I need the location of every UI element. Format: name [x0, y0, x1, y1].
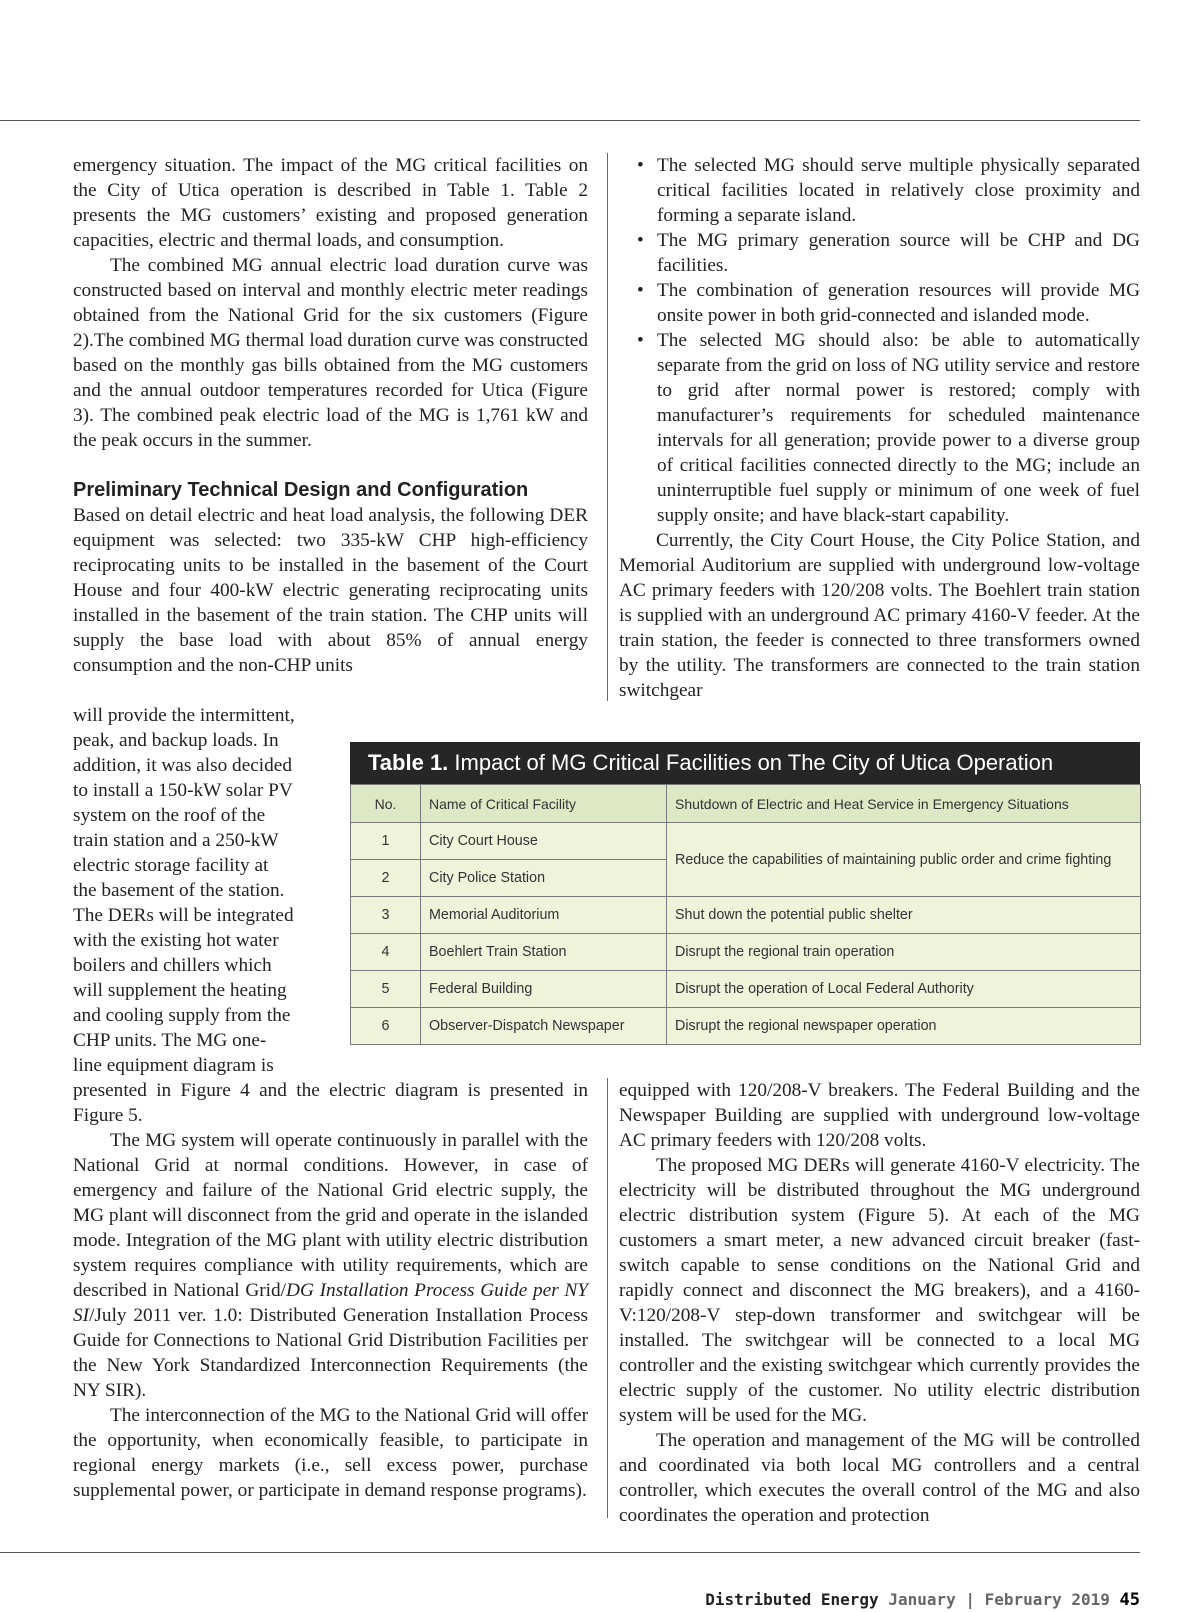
column-divider	[607, 153, 608, 701]
paragraph: Based on detail electric and heat load analysis, the following DER equipment was selected: two 335-kW CHP high-efficiency reciprocating units to be installed in the basement of the Court House and four 400-kW electric generating reciprocating units installed in the basement of the train station. The CHP units will supply the base load with about 85% of annual energy consumption and the non-CHP units	[73, 505, 588, 676]
text-line: with the existing hot water	[73, 930, 279, 951]
cell-facility: Observer-Dispatch Newspaper	[421, 1008, 667, 1045]
list-item: • The selected MG should also: be able to automatically separate from the grid on loss of NG utility service and restore to grid after normal power is restored; comply with manufacturer’s requirements for scheduled maintenance intervals for all generation; provide power to a diverse group of critical facilities connected directly to the MG; include an uninterruptible fuel supply or minimum of one week of fuel supply onsite; and have black-start capability.	[657, 328, 1140, 528]
text-line: The DERs will be integrated	[73, 905, 294, 926]
page-number: 45	[1119, 1590, 1140, 1610]
column-header: Shutdown of Electric and Heat Service in Emergency Situations	[667, 785, 1141, 823]
text-line: system on the roof of the	[73, 805, 266, 826]
text-line: CHP units. The MG one-	[73, 1030, 267, 1051]
text-line: electric storage facility at	[73, 855, 269, 876]
column-header: Name of Critical Facility	[421, 785, 667, 823]
magazine-name: Distributed Energy	[705, 1590, 879, 1609]
text-line: and cooling supply from the	[73, 1005, 291, 1026]
page-footer	[705, 1590, 1140, 1610]
cell-impact: Disrupt the regional train operation	[667, 934, 1141, 971]
table-1	[350, 742, 1140, 1045]
cell-no: 4	[351, 934, 421, 971]
paragraph: The interconnection of the MG to the National Grid will offer the opportunity, when economically feasible, to participate in regional energy markets (i.e., sell excess power, purchase supplemental power, or participate in demand response programs).	[73, 1405, 588, 1501]
top-rule	[0, 120, 1140, 121]
text-line: train station and a 250-kW	[73, 830, 279, 851]
column-header: No.	[351, 785, 421, 823]
bullet-list	[619, 153, 1140, 528]
bottom-rule	[0, 1552, 1140, 1553]
table-row	[351, 897, 1141, 934]
list-item: • The MG primary generation source will be CHP and DG facilities.	[657, 228, 1140, 278]
table-row	[351, 823, 1141, 860]
paragraph: Currently, the City Court House, the City Police Station, and Memorial Auditorium are supplied with underground low-voltage AC primary feeders with 120/208 volts. The Boehlert train station is supplied with an underground AC primary 4160-V feeder. At the train station, the feeder is connected to three transformers owned by the utility. The transformers are connected to the train station switchgear	[619, 530, 1140, 701]
cell-no: 3	[351, 897, 421, 934]
right-column-bottom	[619, 1078, 1140, 1528]
text-line: to install a 150-kW solar PV	[73, 780, 293, 801]
cell-facility: Boehlert Train Station	[421, 934, 667, 971]
cell-facility: City Court House	[421, 823, 667, 860]
text-line: line equipment diagram is	[73, 1055, 274, 1076]
table-row	[351, 934, 1141, 971]
right-column-top	[619, 153, 1140, 703]
cell-impact: Reduce the capabilities of maintaining public order and crime fighting	[667, 823, 1141, 897]
table-row	[351, 1008, 1141, 1045]
paragraph: The operation and management of the MG will be controlled and coordinated via both local MG controllers and a central controller, which executes the overall control of the MG and also coordinates the operation and protection	[619, 1430, 1140, 1526]
paragraph: The combined MG annual electric load duration curve was constructed based on interval and monthly electric meter readings obtained from the National Grid for the six customers (Figure 2).The combined MG thermal load duration curve was constructed based on the monthly gas bills obtained from the MG customers and the annual outdoor temperatures recorded for Utica (Figure 3). The combined peak electric load of the MG is 1,761 kW and the peak occurs in the summer.	[73, 255, 588, 451]
cell-impact: Shut down the potential public shelter	[667, 897, 1141, 934]
critical-facilities-table	[350, 784, 1141, 1045]
paragraph: The proposed MG DERs will generate 4160-V electricity. The electricity will be distributed throughout the MG underground electric distribution system (Figure 5). At each of the MG customers a smart meter, a new advanced circuit breaker (fast-switch capable to sense conditions on the National Grid and rapidly connect and disconnect the MG breakers), and a 4160-V:120/208-V step-down transformer and switchgear will be installed. The switchgear will be connected to a local MG controller and the existing switchgear which currently provides the electric supply of the customer. No utility electric distribution system will be used for the MG.	[619, 1155, 1140, 1426]
issue-date: January | February 2019	[888, 1590, 1110, 1609]
cell-impact: Disrupt the regional newspaper operation	[667, 1008, 1141, 1045]
list-item: • The selected MG should serve multiple physically separated critical facilities located in relatively close proximity and forming a separate island.	[657, 153, 1140, 228]
cell-no: 6	[351, 1008, 421, 1045]
table-row	[351, 971, 1141, 1008]
table-title: Table 1. Impact of MG Critical Facilities on The City of Utica Operation	[350, 742, 1140, 784]
cell-facility: Federal Building	[421, 971, 667, 1008]
paragraph: equipped with 120/208-V breakers. The Federal Building and the Newspaper Building are supplied with underground low-voltage AC primary feeders with 120/208 volts.	[619, 1080, 1140, 1151]
text-line: boilers and chillers which	[73, 955, 272, 976]
text-line: will supplement the heating	[73, 980, 287, 1001]
text-line: peak, and backup loads. In	[73, 730, 279, 751]
section-heading: Preliminary Technical Design and Configuration	[73, 479, 529, 501]
paragraph: presented in Figure 4 and the electric diagram is presented in Figure 5.	[73, 1080, 588, 1126]
cell-facility: Memorial Auditorium	[421, 897, 667, 934]
left-column-top	[73, 153, 588, 678]
list-item: • The combination of generation resources will provide MG onsite power in both grid-connected and islanded mode.	[657, 278, 1140, 328]
table-header-row	[351, 785, 1141, 823]
text-line: the basement of the station.	[73, 880, 285, 901]
cell-facility: City Police Station	[421, 860, 667, 897]
cell-no: 2	[351, 860, 421, 897]
paragraph: The MG system will operate continuously in parallel with the National Grid at normal conditions. However, in case of emergency and failure of the National Grid electric supply, the MG plant will disconnect from the grid and operate in the islanded mode. Integration of the MG plant with utility electric distribution system requires compliance with utility requirements, which are described in National Grid/DG Installation Process Guide per NY SI/July 2011 ver. 1.0: Distributed Generation Installation Process Guide for Connections to National Grid Distribution Facilities per the New York Standardized Interconnection Requirements (the NY SIR).	[73, 1130, 588, 1401]
paragraph: emergency situation. The impact of the MG critical facilities on the City of Utica operation is described in Table 1. Table 2 presents the MG customers’ existing and proposed generation capacities, electric and thermal loads, and consumption.	[73, 155, 588, 251]
cell-no: 5	[351, 971, 421, 1008]
column-divider	[607, 1078, 608, 1518]
left-column-bottom	[73, 1078, 588, 1503]
left-column-wrap	[73, 703, 343, 1078]
text-line: will provide the intermittent,	[73, 705, 295, 726]
cell-no: 1	[351, 823, 421, 860]
text-line: addition, it was also decided	[73, 755, 293, 776]
cell-impact: Disrupt the operation of Local Federal Authority	[667, 971, 1141, 1008]
